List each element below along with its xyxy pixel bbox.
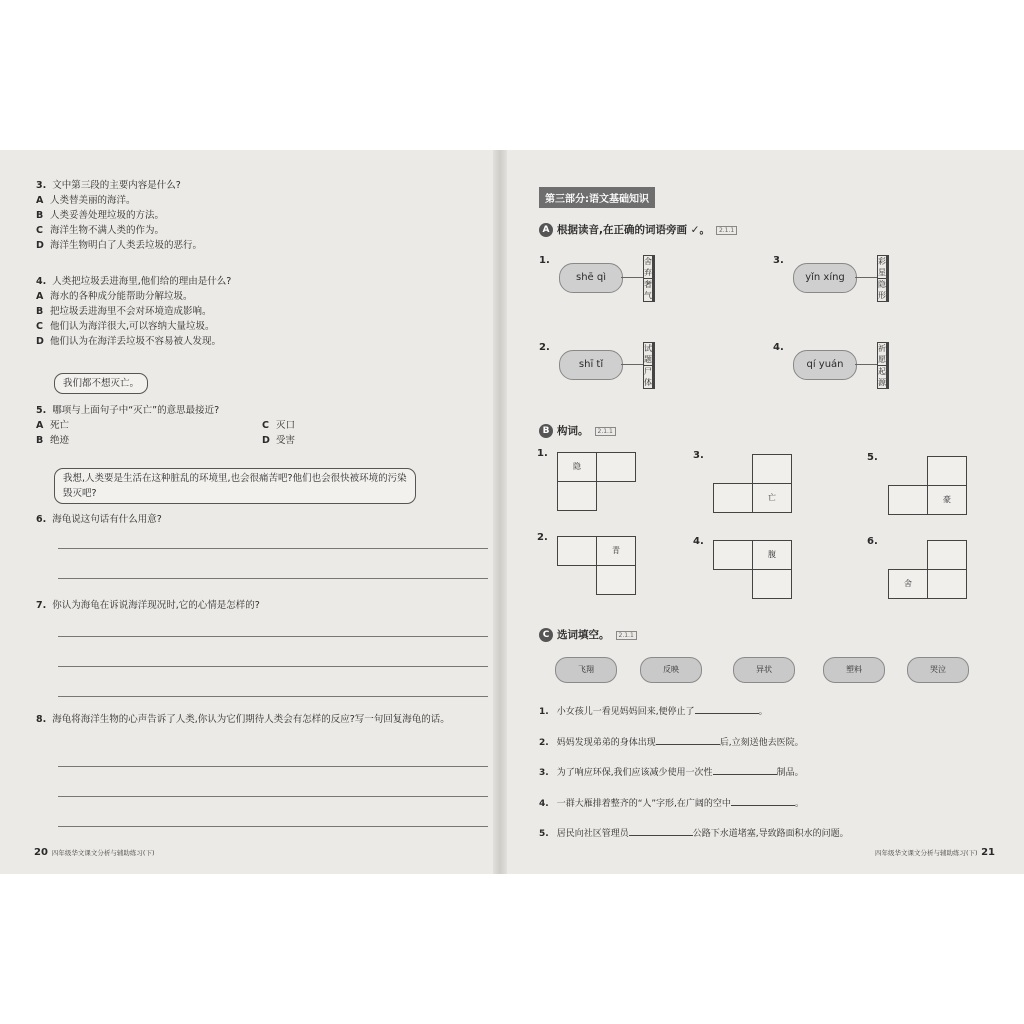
blank-cell[interactable]	[752, 569, 792, 599]
word-building-item: 1. 隐	[537, 448, 657, 518]
word-option: 飞翔	[555, 657, 617, 683]
option: A 人类替美丽的海洋。	[36, 195, 136, 206]
answer-line[interactable]	[58, 578, 488, 579]
word-option: 塑料	[823, 657, 885, 683]
option: C 海洋生物不满人类的作为。	[36, 225, 165, 236]
fill-item: 3. 为了响应环保,我们应该减少使用一次性 制品。	[539, 764, 804, 780]
blank-cell[interactable]	[888, 485, 928, 515]
left-page	[20, 150, 490, 874]
check-box[interactable]	[888, 343, 889, 366]
word-bank	[555, 657, 965, 685]
fill-blank[interactable]	[629, 825, 693, 836]
fill-blank[interactable]	[713, 764, 777, 775]
check-box[interactable]	[654, 256, 655, 279]
option: D 海洋生物明白了人类丢垃圾的恶行。	[36, 240, 203, 251]
word-option: 哭泣	[907, 657, 969, 683]
choice-grid: 舍弃 奢气	[643, 255, 655, 302]
word-option: 异状	[733, 657, 795, 683]
choice-grid: 彩星 隐形	[877, 255, 889, 302]
check-box[interactable]	[654, 343, 655, 366]
blank-cell[interactable]	[557, 536, 597, 566]
book-spine	[493, 150, 507, 874]
choice-grid: 祈愿 起源	[877, 342, 889, 389]
answer-line[interactable]	[58, 548, 488, 549]
option: D 受害	[262, 435, 296, 446]
part-b-badge: B	[539, 424, 553, 438]
option: C 他们认为海洋很大,可以容纳大量垃圾。	[36, 321, 215, 332]
question-6: 6. 海龟说这句话有什么用意?	[36, 514, 162, 525]
answer-line[interactable]	[58, 696, 488, 697]
fill-item: 2. 妈妈发现弟弟的身体出现 后,立刻送他去医院。	[539, 734, 804, 750]
pinyin-cloud: yǐn xíng	[793, 263, 857, 293]
question-3: 3. 文中第三段的主要内容是什么? A 人类替美丽的海洋。 B 人类妥善处理垃圾的方法。 C 海洋生物不满人类的作为。 D 海洋生物明白了人类丢垃圾的恶行。	[36, 180, 203, 251]
blank-cell[interactable]	[927, 569, 967, 599]
part-a-badge: A	[539, 223, 553, 237]
choice-grid: 试题 尸体	[643, 342, 655, 389]
fill-item: 4. 一群大雁排着整齐的“人”字形,在广阔的空中 。	[539, 795, 804, 811]
check-box[interactable]	[888, 279, 889, 302]
blank-cell[interactable]	[713, 483, 753, 513]
blank-cell[interactable]	[557, 481, 597, 511]
fill-item: 5. 居民向社区管理员 公路下水道堵塞,导致路面积水的问题。	[539, 825, 849, 841]
blank-cell[interactable]	[927, 456, 967, 486]
page-number: 20 四年级华文课文分析与辅助练习(下)	[34, 847, 155, 858]
pinyin-cloud: qí yuán	[793, 350, 857, 380]
part-c-badge: C	[539, 628, 553, 642]
word-building-item: 3. 亡	[693, 450, 833, 540]
quote-bubble: 我们都不想灭亡。	[54, 373, 148, 394]
question-7: 7. 你认为海龟在诉说海洋现况时,它的心情是怎样的?	[36, 600, 260, 611]
answer-line[interactable]	[58, 796, 488, 797]
check-box[interactable]	[654, 279, 655, 302]
blank-cell[interactable]	[596, 565, 636, 595]
check-box[interactable]	[888, 256, 889, 279]
check-box[interactable]	[888, 366, 889, 389]
word-option: 反映	[640, 657, 702, 683]
question-5: 5. 哪项与上面句子中“灭亡”的意思最接近? A 死亡 B 绝迹 C 灭口 D 受害	[36, 405, 296, 446]
check-box[interactable]	[654, 366, 655, 389]
blank-cell[interactable]	[927, 540, 967, 570]
part-c-heading: C 选词填空。 2.1.1	[539, 627, 637, 642]
option: A 海水的各种成分能帮助分解垃圾。	[36, 291, 193, 302]
quote-bubble: 我想,人类要是生活在这种脏乱的环境里,也会很痛苦吧?他们也会很快被环境的污染毁灭吧?	[54, 468, 416, 504]
question-4: 4. 人类把垃圾丢进海里,他们给的理由是什么? A 海水的各种成分能帮助分解垃圾。 B 把垃圾丢进海里不会对环境造成影响。 C 他们认为海洋很大,可以容纳大量垃圾。 D 他们认为在海洋丢垃圾不容易被人发现。	[36, 276, 232, 347]
word-building-item: 2. 青	[537, 532, 657, 602]
question-8: 8. 海龟将海洋生物的心声告诉了人类,你认为它们期待人类会有怎样的反应?写一句回复海龟的话。	[36, 714, 450, 725]
workbook-spread	[0, 150, 1024, 874]
blank-cell[interactable]	[752, 454, 792, 484]
option: D 他们认为在海洋丢垃圾不容易被人发现。	[36, 336, 222, 347]
option: B 人类妥善处理垃圾的方法。	[36, 210, 165, 221]
right-page: 第三部分:语文基础知识 A 根据读音,在正确的词语旁画 ✓。 2.1.1 1. shē qì 舍弃 奢气 2. shī tǐ 试题 尸体 3. yǐn xíng 彩星 隐形 4. qí yuán 祈愿 起源 B 构词。 2.1.1 1. 隐 2. 青 3. 亡 4. 腹 5. 豪 6. 舍 C 选词填空。 2.1.1 飞翔 反映 异状 塑料 哭泣 1. 小女孩儿一看见妈妈回来,便停止了 。 2. 妈妈发现弟弟的身体出现 后,立刻送他去医院。 3. 为了响应环保,我们应该减少使用一次性 制品。 4. 一群大雁排着整齐的“人”字形,在广阔的空中 。 5. 居民向社区管理员 公路下水道堵塞,导致路面积水的问题。 四年级华文课文分析与辅助练习(下) 21	[515, 150, 1005, 874]
page-number: 四年级华文课文分析与辅助练习(下) 21	[875, 847, 995, 858]
fill-blank[interactable]	[695, 703, 759, 714]
option: B 绝迹	[36, 435, 70, 446]
part-a-heading: A 根据读音,在正确的词语旁画 ✓。 2.1.1	[539, 222, 737, 237]
answer-line[interactable]	[58, 826, 488, 827]
answer-line[interactable]	[58, 636, 488, 637]
pinyin-cloud: shē qì	[559, 263, 623, 293]
section-title: 第三部分:语文基础知识	[539, 187, 655, 208]
word-building-item: 4. 腹	[693, 536, 833, 606]
pinyin-cloud: shī tǐ	[559, 350, 623, 380]
fill-blank[interactable]	[656, 734, 720, 745]
answer-line[interactable]	[58, 666, 488, 667]
word-building-item: 5. 豪	[867, 452, 987, 522]
answer-line[interactable]	[58, 766, 488, 767]
blank-cell[interactable]	[596, 452, 636, 482]
option: C 灭口	[262, 420, 296, 431]
option: A 死亡	[36, 420, 70, 431]
blank-cell[interactable]	[713, 540, 753, 570]
fill-blank[interactable]	[731, 795, 795, 806]
part-b-heading: B 构词。 2.1.1	[539, 423, 616, 438]
word-building-item: 6. 舍	[867, 536, 987, 606]
fill-item: 1. 小女孩儿一看见妈妈回来,便停止了 。	[539, 703, 768, 719]
option: B 把垃圾丢进海里不会对环境造成影响。	[36, 306, 212, 317]
